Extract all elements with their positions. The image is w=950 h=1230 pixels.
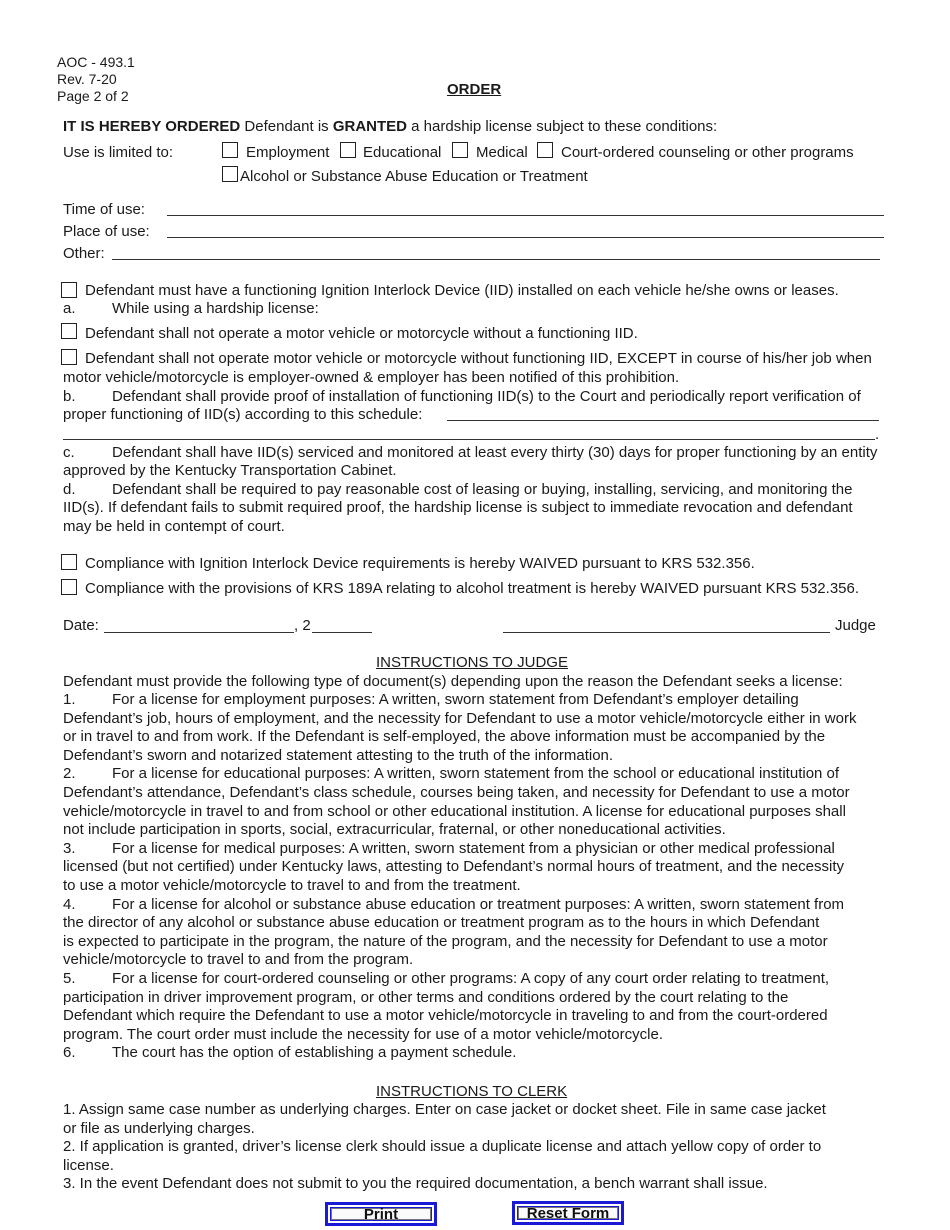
iid-c-line2: approved by the Kentucky Transportation Cabinet. xyxy=(63,462,397,479)
place-of-use-label: Place of use: xyxy=(63,223,150,240)
iid-schedule-field[interactable] xyxy=(447,420,879,421)
other-field[interactable] xyxy=(112,259,880,260)
clerk-instruction-line: license. xyxy=(63,1156,114,1174)
iid-no-operate-checkbox[interactable] xyxy=(61,323,77,339)
educational-label: Educational xyxy=(363,144,442,161)
iid-d-line2: IID(s). If defendant fails to submit required proof, the hardship license is subject to immediate revocation and defendant xyxy=(63,499,853,516)
iid-b-label: b. xyxy=(63,388,76,405)
medical-checkbox[interactable] xyxy=(452,142,468,158)
iid-c-label: c. xyxy=(63,444,75,461)
judge-instructions-heading: INSTRUCTIONS TO JUDGE xyxy=(376,654,568,671)
alcohol-treatment-checkbox[interactable] xyxy=(222,166,238,182)
iid-c-line1: Defendant shall have IID(s) serviced and monitored at least every thirty (30) days for proper functioning by an entity xyxy=(112,444,878,461)
iid-b-line1: Defendant shall provide proof of installation of functioning IID(s) to the Court and periodically report verification of xyxy=(112,388,861,405)
alcohol-treatment-label: Alcohol or Substance Abuse Education or Treatment xyxy=(240,168,588,185)
judge-instruction-item: 5. For a license for court-ordered counseling or other programs: A copy of any court order relating to treatment, xyxy=(63,969,830,987)
iid-d-label: d. xyxy=(63,481,76,498)
iid-schedule-period: . xyxy=(875,426,880,443)
reset-form-button-label: Reset Form xyxy=(526,1204,610,1222)
iid-employer-exception-checkbox[interactable] xyxy=(61,349,77,365)
iid-required-text: Defendant must have a functioning Ignition Interlock Device (IID) installed on each vehicle he/she owns or leases. xyxy=(85,282,839,299)
iid-schedule-field-2[interactable] xyxy=(63,439,875,440)
iid-d-line1: Defendant shall be required to pay reasonable cost of leasing or buying, installing, servicing, and monitoring the xyxy=(112,481,853,498)
iid-d-line3: may be held in contempt of court. xyxy=(63,518,285,535)
use-limited-label: Use is limited to: xyxy=(63,144,174,161)
print-button[interactable] xyxy=(325,1202,437,1226)
iid-a-text: While using a hardship license: xyxy=(112,300,319,317)
reset-form-button[interactable] xyxy=(512,1201,624,1225)
clerk-instruction-line: 1. Assign same case number as underlying charges. Enter on case jacket or docket sheet. File in same case jacket xyxy=(63,1101,826,1118)
judge-instruction-item: 1. For a license for employment purposes: A written, sworn statement from Defendant’s employer detailing xyxy=(63,691,799,708)
time-of-use-field[interactable] xyxy=(167,215,884,216)
form-revision: Rev. 7-20 xyxy=(57,71,117,87)
iid-waiver-text: Compliance with Ignition Interlock Device requirements is hereby WAIVED pursuant to KRS 532.356. xyxy=(85,555,755,572)
employment-checkbox[interactable] xyxy=(222,142,238,158)
judge-signature-line[interactable] xyxy=(503,632,830,633)
iid-a-label: a. xyxy=(63,300,76,317)
judge-instruction-item: 4. For a license for alcohol or substance abuse education or treatment purposes: A written, sworn statement from xyxy=(63,895,845,913)
iid-required-checkbox[interactable] xyxy=(61,282,77,298)
alcohol-waiver-checkbox[interactable] xyxy=(61,579,77,595)
iid-waiver-checkbox[interactable] xyxy=(61,554,77,570)
print-button-label: Print xyxy=(363,1205,399,1223)
medical-label: Medical xyxy=(476,144,528,161)
place-of-use-field[interactable] xyxy=(167,237,884,238)
educational-checkbox[interactable] xyxy=(340,142,356,158)
order-intro-bold2: GRANTED xyxy=(332,118,407,135)
alcohol-waiver-text: Compliance with the provisions of KRS 189A relating to alcohol treatment is hereby WAIVED pursuant KRS 532.356. xyxy=(85,580,860,597)
date-label: Date: xyxy=(63,617,99,634)
clerk-instructions-heading: INSTRUCTIONS TO CLERK xyxy=(376,1083,568,1100)
clerk-instruction-line: 2. If application is granted, driver’s license clerk should issue a duplicate license and attach yellow copy of order to xyxy=(63,1138,822,1156)
time-of-use-label: Time of use: xyxy=(63,201,145,218)
judge-instruction-item: 3. For a license for medical purposes: A written, sworn statement from a physician or other medical professional xyxy=(63,839,835,857)
order-intro-end: a hardship license subject to these conditions: xyxy=(407,118,718,135)
order-intro xyxy=(63,118,717,136)
order-intro-bold1: IT IS HEREBY ORDERED xyxy=(63,118,241,135)
iid-employer-exception-line2: motor vehicle/motorcycle is employer-owned & employer has been notified of this prohibition. xyxy=(63,369,680,386)
court-counseling-label: Court-ordered counseling or other programs xyxy=(561,144,854,161)
judge-instruction-item: 6. The court has the option of establishing a payment schedule. xyxy=(63,1044,517,1062)
clerk-instruction-line: or file as underlying charges. xyxy=(63,1119,255,1137)
judge-instructions-intro: Defendant must provide the following type of document(s) depending upon the reason the Defendant seeks a license: xyxy=(63,673,843,690)
judge-instruction-item: 2. For a license for educational purposes: A written, sworn statement from the school or educational institution of xyxy=(63,765,840,783)
clerk-instruction-line: 3. In the event Defendant does not submit to you the required documentation, a bench warrant shall issue. xyxy=(63,1175,768,1193)
judge-instructions-list: 1. For a license for employment purposes: A written, sworn statement from Defendant’s employer detailing Defendant’s job, hours of employment, and the necessity for Defendant to use a motor vehicle/motorcycle either in work or in travel to and from work. If the Defendant is self-employed, the above information must be accompanied by the Defendant’s sworn and notarized statement attesting to the truth of the information. 2. For a license for educational purposes: A written, sworn statement from the school or educational institution of Defendant’s attendance, Defendant’s class schedule, courses being taken, and necessity for Defendant to use a motor vehicle/motorcycle in travel to and from school or other educational institution. A license for educational purposes shall not include participation in sports, social, extracurricular, fraternal, or other noneducational activities. 3. For a license for medical purposes: A written, sworn statement from a physician or other medical professional licensed (but not certified) under Kentucky laws, attesting to Defendant’s normal hours of treatment, and the necessity to use a motor vehicle/motorcycle to travel to and from the treatment. 4. For a license for alcohol or substance abuse education or treatment purposes: A written, sworn statement from the director of any alcohol or substance abuse education or treatment program as to the hours in which Defendant is expected to participate in the program, the nature of the program, and the necessity for Defendant to use a motor vehicle/motorcycle to travel to and from the program. 5. For a license for court-ordered counseling or other programs: A copy of any court order relating to treatment, participation in driver improvement program, or other terms and conditions ordered by the court relating to the Defendant which require the Defendant to use a motor vehicle/motorcycle in traveling to and from the court-ordered program. The court order must include the necessity for use of a motor vehicle/motorcycle. 6. The court has the option of establishing a payment schedule. xyxy=(63,691,888,1063)
other-label: Other: xyxy=(63,245,105,262)
iid-b-line2: proper functioning of IID(s) according to this schedule: xyxy=(63,406,423,423)
court-counseling-checkbox[interactable] xyxy=(537,142,553,158)
year-field[interactable] xyxy=(312,632,372,633)
date-field[interactable] xyxy=(104,632,294,633)
iid-no-operate-text: Defendant shall not operate a motor vehicle or motorcycle without a functioning IID. xyxy=(85,325,638,342)
iid-employer-exception-line1: Defendant shall not operate motor vehicle or motorcycle without functioning IID, EXCEPT in course of his/her job when xyxy=(85,350,872,367)
judge-label: Judge xyxy=(835,617,876,634)
form-code: AOC - 493.1 xyxy=(57,54,135,70)
year-prefix: , 2 xyxy=(294,617,311,634)
page-number: Page 2 of 2 xyxy=(57,88,129,104)
employment-label: Employment xyxy=(246,144,330,161)
page-title: ORDER xyxy=(447,81,502,98)
order-intro-mid: Defendant is xyxy=(240,118,333,135)
clerk-instructions-list xyxy=(63,1101,888,1194)
